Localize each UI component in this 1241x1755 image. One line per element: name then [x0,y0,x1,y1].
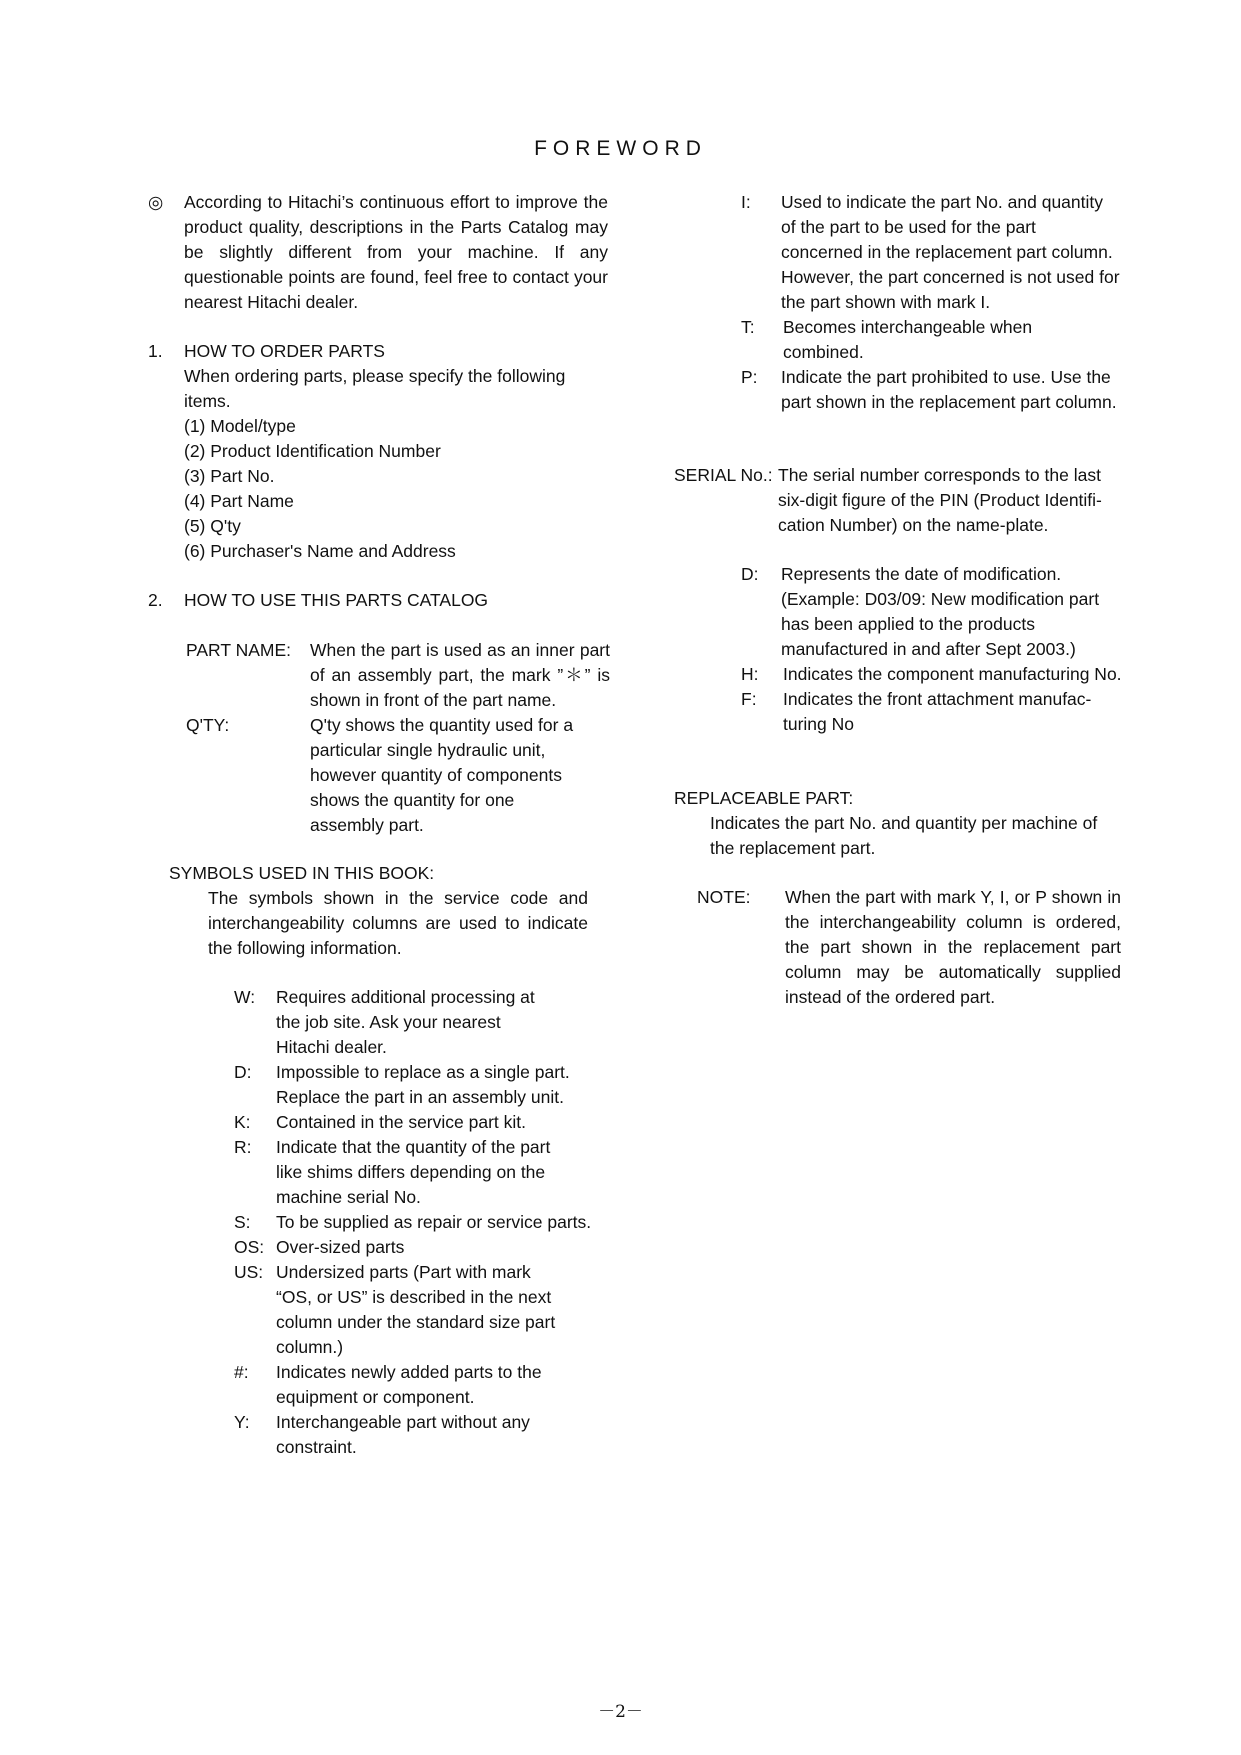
symbol-description: Used to indicate the part No. and quantity of the part to be used for the part concerned in the replacement part column. However, the part concerned is not used for the part shown with mark I. [781,192,1120,312]
symbol-code: D: [234,1062,252,1082]
symbol-description: Indicate that the quantity of the part like shims differs depending on the machine serial No. [276,1137,551,1207]
symbol-code: D: [741,564,759,584]
serial-no-label: SERIAL No.: [674,465,773,485]
symbol-code: W: [234,987,256,1007]
definition-item [186,713,610,838]
definition-term: Q'TY: [186,715,230,735]
replaceable-part-heading: REPLACEABLE PART: [674,788,854,808]
note-text: When the part with mark Y, I, or P shown in the interchangeability column is ordered, the part shown in the replacement part column may be automatically supplied instead of the ordered part. [785,887,1121,1007]
symbol-code: OS: [234,1237,265,1257]
symbol-code: I: [741,192,751,212]
order-item: (1) Model/type [184,416,296,436]
symbols-lead: The symbols shown in the service code and interchangeability columns are used to indicate the following information. [208,888,588,958]
definition-text: Q'ty shows the quantity used for a particular single hydraulic unit, however quantity of components shows the quantity for one assembly part. [310,715,574,835]
symbol-item [234,1060,576,1110]
symbol-item [234,1110,614,1135]
serial-no-text: The serial number corresponds to the last six-digit figure of the PIN (Product Identifi-cation Number) on the name-plate. [778,465,1102,535]
symbol-code: P: [741,367,758,387]
page-number: －2－ [598,1702,643,1722]
symbol-description: Represents the date of modification. (Example: D03/09: New modification part has been applied to the products manufactured in and after Sept 2003.) [781,564,1100,659]
definition-item [186,638,610,713]
symbol-description: Becomes interchangeable when combined. [783,317,1033,362]
symbol-code: S: [234,1212,251,1232]
symbol-description: Requires additional processing at the job site. Ask your nearest Hitachi dealer. [276,987,535,1057]
symbol-item [741,315,1043,365]
symbol-item [234,1135,576,1210]
symbol-code: T: [741,317,755,337]
symbol-item [741,662,1123,687]
order-item: (3) Part No. [184,466,275,486]
symbol-item [741,687,1123,737]
symbol-description: Indicates the component manufacturing No. [783,664,1122,684]
symbol-item [741,562,1121,662]
symbol-item [234,1260,561,1360]
order-item: (6) Purchaser's Name and Address [184,541,456,561]
symbol-code: H: [741,664,759,684]
symbol-description: Undersized parts (Part with mark “OS, or US” is described in the next column under the standard size part column.) [276,1262,556,1357]
symbol-code: K: [234,1112,251,1132]
symbol-code: US: [234,1262,264,1282]
symbol-description: Interchangeable part without any constraint. [276,1412,530,1457]
section1-body [184,339,608,564]
symbol-item [741,365,1121,415]
intro-mark-icon: ◎ [148,192,164,212]
symbol-code: F: [741,689,757,709]
definition-term: PART NAME: [186,640,292,660]
order-item: (4) Part Name [184,491,294,511]
note-label: NOTE: [697,887,751,907]
order-item: (5) Q'ty [184,516,241,536]
symbol-description: Indicates newly added parts to the equipment or component. [276,1362,542,1407]
symbol-item [741,190,1121,315]
symbol-description: Indicates the front attachment manufac-turing No [783,689,1092,734]
note-block [697,885,1121,1010]
symbol-description: Indicate the part prohibited to use. Use the part shown in the replacement part column. [781,367,1117,412]
symbol-description: Over-sized parts [276,1237,405,1257]
section2-heading: HOW TO USE THIS PARTS CATALOG [184,590,489,610]
intro-paragraph: According to Hitachi’s continuous effort to improve the product quality, descriptions in the Parts Catalog may be slightly different from your machine. If any questionable points are found, feel free to contact your nearest Hitachi dealer. [184,192,608,312]
symbol-item [234,1360,566,1410]
symbol-code: R: [234,1137,252,1157]
symbol-description: Impossible to replace as a single part. Replace the part in an assembly unit. [276,1062,570,1107]
section1-heading: HOW TO ORDER PARTS [184,341,385,361]
symbols-heading: SYMBOLS USED IN THIS BOOK: [169,863,435,883]
definition-text: When the part is used as an inner part of an assembly part, the mark ”＊” is shown in front of the part name. [310,640,610,710]
section1-number: 1. [148,341,163,361]
order-item: (2) Product Identification Number [184,441,441,461]
section1-lead: When ordering parts, please specify the following items. [184,366,566,411]
serial-no-block [674,463,1114,538]
symbol-list-right-top [741,190,1121,415]
page-title: FOREWORD [534,137,707,160]
symbol-item [234,1410,556,1460]
symbol-list [234,985,614,1460]
section2-number: 2. [148,590,163,610]
symbol-list-right-bottom [741,562,1121,737]
symbol-code: Y: [234,1412,250,1432]
symbol-item [234,1210,616,1235]
symbol-description: Contained in the service part kit. [276,1112,526,1132]
symbol-item [234,1235,616,1260]
symbol-item [234,985,546,1060]
symbol-code: #: [234,1362,249,1382]
definition-list [186,638,610,838]
replaceable-part-text: Indicates the part No. and quantity per machine of the replacement part. [710,813,1098,858]
symbol-description: To be supplied as repair or service parts. [276,1212,592,1232]
